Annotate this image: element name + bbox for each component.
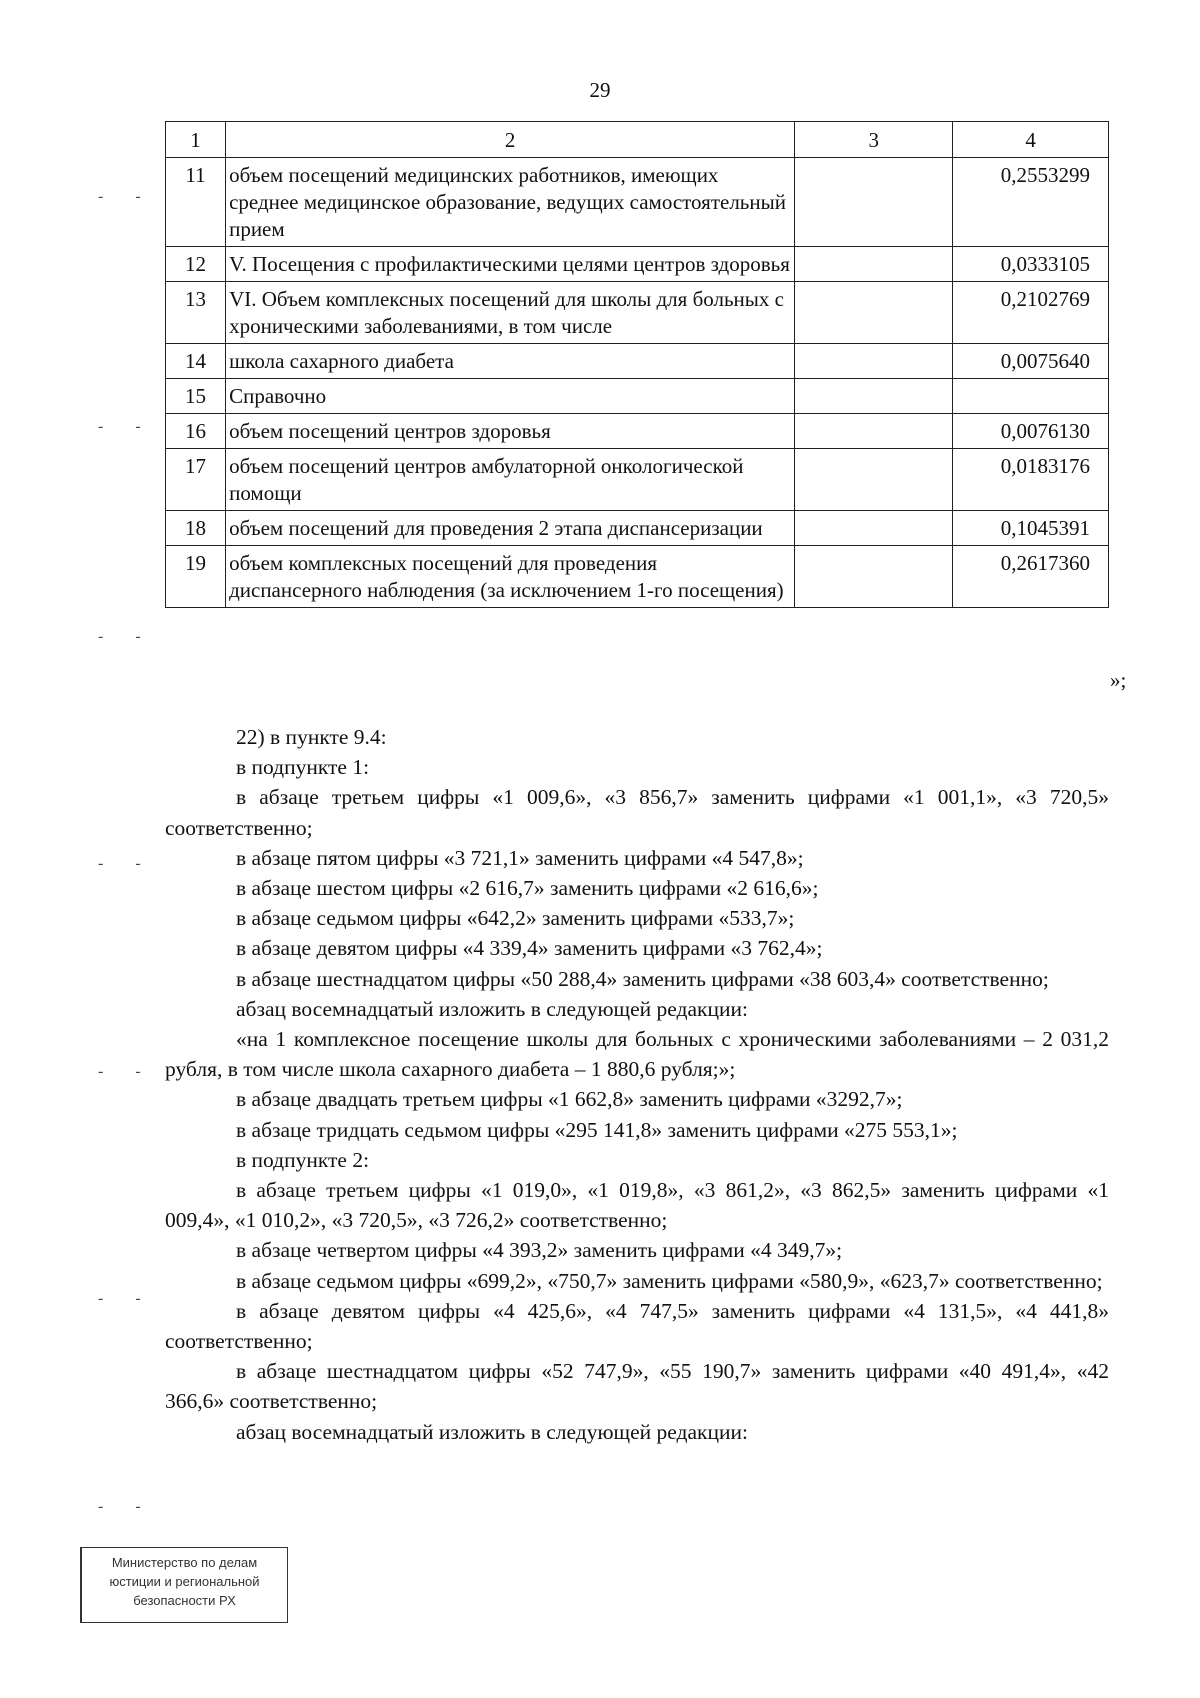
paragraph: «на 1 комплексное посещение школы для больных с хроническими заболеваниями – 2 031,2 рубля, в том числе школа сахарного диабета – 1 880,6 рубля;»; <box>165 1027 1109 1082</box>
paragraph: абзац восемнадцатый изложить в следующей редакции: <box>236 996 748 1021</box>
row-text: Справочно <box>226 379 795 414</box>
margin-mark: - - <box>98 1290 155 1307</box>
row-col3 <box>795 379 953 414</box>
paragraph: в абзаце четвертом цифры «4 393,2» заменить цифрами «4 349,7»; <box>236 1238 843 1263</box>
row-col3 <box>795 414 953 449</box>
table-row <box>166 449 1109 511</box>
header-cell: 1 <box>166 122 226 158</box>
margin-mark: - - <box>98 418 155 435</box>
row-number: 18 <box>166 511 226 546</box>
row-value: 0,0183176 <box>953 449 1109 511</box>
paragraph: в абзаце седьмом цифры «642,2» заменить цифрами «533,7»; <box>236 906 795 931</box>
paragraph: в абзаце третьем цифры «1 009,6», «3 856,7» заменить цифрами «1 001,1», «3 720,5» соответственно; <box>165 785 1109 840</box>
row-number: 16 <box>166 414 226 449</box>
header-cell: 4 <box>953 122 1109 158</box>
row-number: 11 <box>166 158 226 247</box>
row-col3 <box>795 449 953 511</box>
paragraph: в абзаце пятом цифры «3 721,1» заменить цифрами «4 547,8»; <box>236 845 804 870</box>
row-col3 <box>795 546 953 608</box>
paragraph: в подпункте 1: <box>236 755 370 780</box>
row-number: 15 <box>166 379 226 414</box>
paragraph: в абзаце шестнадцатом цифры «50 288,4» заменить цифрами «38 603,4» соответственно; <box>236 966 1049 991</box>
margin-mark: - - <box>98 188 155 205</box>
row-value: 0,2617360 <box>953 546 1109 608</box>
paragraph: в абзаце двадцать третьем цифры «1 662,8» заменить цифрами «3292,7»; <box>236 1087 903 1112</box>
row-value: 0,2553299 <box>953 158 1109 247</box>
row-number: 19 <box>166 546 226 608</box>
header-cell: 3 <box>795 122 953 158</box>
margin-mark: - - <box>98 855 155 872</box>
row-value: 0,2102769 <box>953 282 1109 344</box>
paragraph: в абзаце тридцать седьмом цифры «295 141,8» заменить цифрами «275 553,1»; <box>236 1117 958 1142</box>
paragraph: в абзаце шестнадцатом цифры «52 747,9», «55 190,7» заменить цифрами «40 491,4», «42 366,6» соответственно; <box>165 1359 1109 1414</box>
paragraph: абзац восемнадцатый изложить в следующей редакции: <box>236 1419 748 1444</box>
row-col3 <box>795 511 953 546</box>
header-cell: 2 <box>226 122 795 158</box>
row-text: объем посещений центров здоровья <box>226 414 795 449</box>
table-row <box>166 546 1109 608</box>
row-col3 <box>795 247 953 282</box>
row-text: объем посещений медицинских работников, имеющих среднее медицинское образование, ведущих самостоятельный прием <box>226 158 795 247</box>
row-text: объем посещений для проведения 2 этапа диспансеризации <box>226 511 795 546</box>
paragraph: в абзаце третьем цифры «1 019,0», «1 019,8», «3 861,2», «3 862,5» заменить цифрами «1 009,4», «1 010,2», «3 720,5», «3 726,2» соответственно; <box>165 1178 1109 1233</box>
row-value: 0,0333105 <box>953 247 1109 282</box>
stamp-line: безопасности РХ <box>133 1593 236 1608</box>
margin-mark: - - <box>98 1498 155 1515</box>
paragraph: в подпункте 2: <box>236 1147 370 1172</box>
row-text: V. Посещения с профилактическими целями центров здоровья <box>226 247 795 282</box>
table-row <box>166 379 1109 414</box>
row-value: 0,0075640 <box>953 344 1109 379</box>
stamp-line: Министерство по делам <box>111 1555 258 1570</box>
paragraph: в абзаце шестом цифры «2 616,7» заменить цифрами «2 616,6»; <box>236 876 819 901</box>
margin-mark: - - <box>98 1063 155 1080</box>
row-text: школа сахарного диабета <box>226 344 795 379</box>
row-number: 14 <box>166 344 226 379</box>
paragraph: в абзаце девятом цифры «4 425,6», «4 747,5» заменить цифрами «4 131,5», «4 441,8» соответственно; <box>165 1298 1109 1354</box>
row-col3 <box>795 344 953 379</box>
paragraph: в абзаце девятом цифры «4 339,4» заменить цифрами «3 762,4»; <box>236 936 823 961</box>
table-row <box>166 158 1109 247</box>
paragraph: 22) в пункте 9.4: <box>236 725 387 749</box>
table-row <box>166 282 1109 344</box>
row-number: 12 <box>166 247 226 282</box>
margin-mark: - - <box>98 628 155 645</box>
table-row <box>166 511 1109 546</box>
row-text: VI. Объем комплексных посещений для школы для больных с хроническими заболеваниями, в том числе <box>226 282 795 344</box>
table-row <box>166 414 1109 449</box>
table-row <box>166 247 1109 282</box>
table-header-row <box>166 122 1109 158</box>
row-col3 <box>795 282 953 344</box>
row-text: объем комплексных посещений для проведения диспансерного наблюдения (за исключением 1-го посещения) <box>226 546 795 608</box>
row-text: объем посещений центров амбулаторной онкологической помощи <box>226 449 795 511</box>
registration-stamp <box>80 1547 288 1623</box>
row-col3 <box>795 158 953 247</box>
row-number: 13 <box>166 282 226 344</box>
row-value: 0,1045391 <box>953 511 1109 546</box>
page-number: 29 <box>589 78 611 102</box>
amendment-table <box>165 121 1109 608</box>
amendment-text <box>165 722 1109 1447</box>
closing-quote-mark: »; <box>1110 668 1127 692</box>
row-number: 17 <box>166 449 226 511</box>
table-row <box>166 344 1109 379</box>
paragraph: в абзаце седьмом цифры «699,2», «750,7» заменить цифрами «580,9», «623,7» соответственно; <box>236 1268 1103 1293</box>
row-value <box>953 379 1109 414</box>
stamp-line: юстиции и региональной <box>109 1574 260 1589</box>
row-value: 0,0076130 <box>953 414 1109 449</box>
